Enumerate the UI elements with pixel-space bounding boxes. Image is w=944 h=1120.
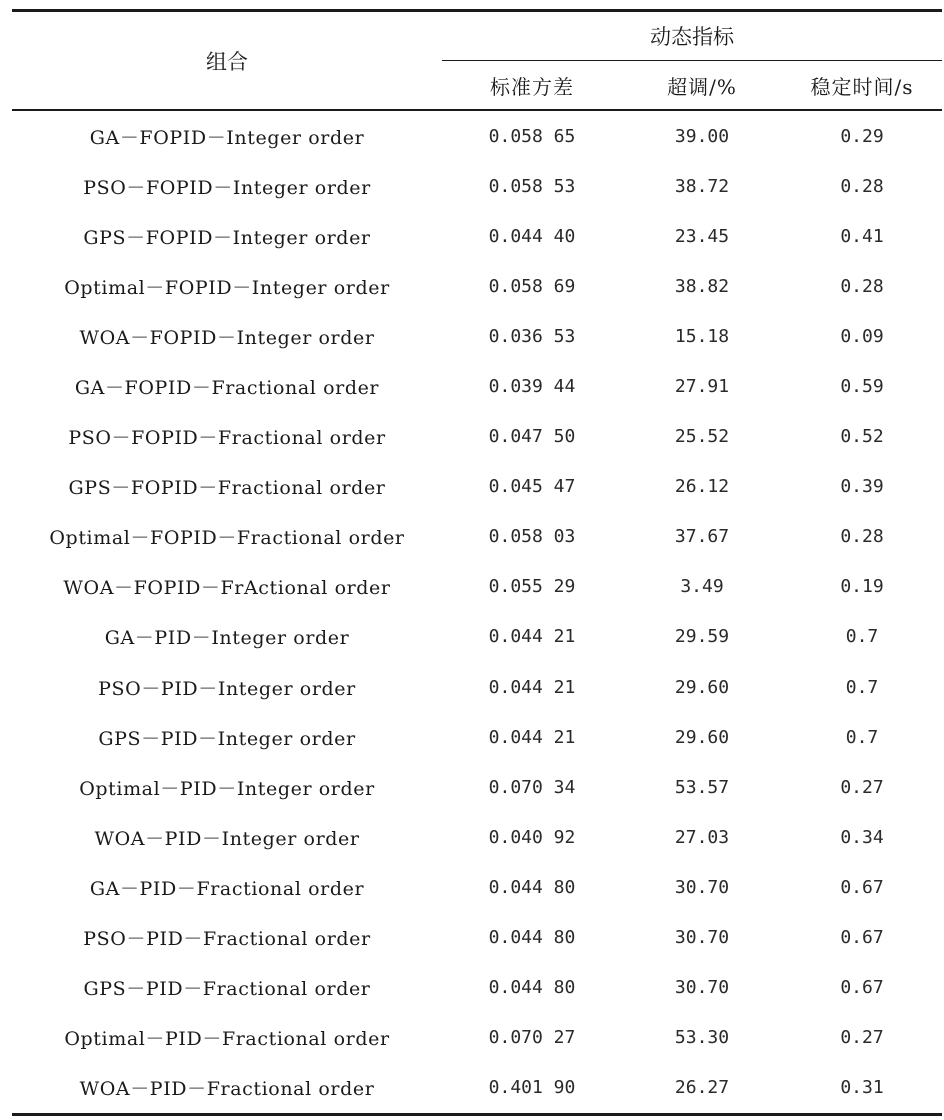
cell-std: 0.044 21 bbox=[488, 726, 576, 748]
cell-settling: 0.7 bbox=[845, 726, 879, 748]
table-row bbox=[12, 211, 942, 261]
cell-settling: 0.28 bbox=[840, 275, 884, 297]
cell-combo: Optimal－FOPID－Integer order bbox=[64, 276, 390, 299]
cell-combo: GPS－PID－Integer order bbox=[98, 727, 356, 750]
table-row bbox=[12, 963, 942, 1013]
cell-settling: 0.52 bbox=[840, 426, 884, 448]
results-table bbox=[12, 9, 942, 1116]
cell-combo: GA－FOPID－Integer order bbox=[89, 126, 365, 149]
cell-std: 0.045 47 bbox=[488, 476, 576, 498]
cell-overshoot: 27.91 bbox=[674, 376, 730, 398]
cell-std: 0.070 34 bbox=[488, 776, 576, 798]
cell-std: 0.047 50 bbox=[488, 426, 576, 448]
cell-std: 0.058 65 bbox=[488, 125, 576, 147]
cell-combo: GPS－FOPID－Fractional order bbox=[68, 477, 386, 500]
cell-settling: 0.34 bbox=[840, 826, 884, 848]
cell-overshoot: 25.52 bbox=[674, 426, 730, 448]
table-row bbox=[12, 612, 942, 662]
cell-settling: 0.67 bbox=[840, 977, 884, 999]
cell-std: 0.039 44 bbox=[488, 376, 576, 398]
table-row bbox=[12, 662, 942, 712]
header-overshoot: 超调/% bbox=[667, 74, 737, 99]
cell-settling: 0.19 bbox=[840, 576, 884, 598]
cell-overshoot: 30.70 bbox=[674, 876, 730, 898]
header-settling-time: 稳定时间/s bbox=[810, 74, 914, 99]
cell-settling: 0.7 bbox=[845, 676, 879, 698]
cell-overshoot: 26.12 bbox=[674, 476, 730, 498]
table-row bbox=[12, 512, 942, 562]
cell-combo: PSO－PID－Fractional order bbox=[83, 928, 371, 951]
table-header bbox=[12, 12, 942, 109]
cell-std: 0.044 21 bbox=[488, 676, 576, 698]
cell-std: 0.044 80 bbox=[488, 977, 576, 999]
cell-overshoot: 26.27 bbox=[674, 1077, 730, 1099]
cell-settling: 0.29 bbox=[840, 125, 884, 147]
cell-std: 0.036 53 bbox=[488, 325, 576, 347]
cell-overshoot: 38.72 bbox=[674, 175, 730, 197]
cell-combo: GA－PID－Integer order bbox=[104, 627, 350, 650]
cell-overshoot: 37.67 bbox=[674, 526, 730, 548]
cell-settling: 0.7 bbox=[845, 626, 879, 648]
cell-overshoot: 27.03 bbox=[674, 826, 730, 848]
cell-std: 0.044 80 bbox=[488, 927, 576, 949]
header-dynamic-indicators: 动态指标 bbox=[650, 24, 734, 49]
cell-settling: 0.39 bbox=[840, 476, 884, 498]
cell-overshoot: 29.60 bbox=[674, 676, 730, 698]
cell-std: 0.044 80 bbox=[488, 876, 576, 898]
table-body bbox=[12, 111, 942, 1113]
cell-overshoot: 3.49 bbox=[680, 576, 724, 598]
header-std: 标准方差 bbox=[490, 74, 574, 99]
table-row bbox=[12, 762, 942, 812]
cell-overshoot: 23.45 bbox=[674, 225, 730, 247]
cell-overshoot: 53.57 bbox=[674, 776, 730, 798]
bottom-rule bbox=[12, 1113, 942, 1116]
table-row bbox=[12, 462, 942, 512]
cell-combo: Optimal－PID－Fractional order bbox=[64, 1028, 390, 1051]
cell-std: 0.058 53 bbox=[488, 175, 576, 197]
cell-overshoot: 15.18 bbox=[674, 325, 730, 347]
cell-settling: 0.41 bbox=[840, 225, 884, 247]
cell-settling: 0.09 bbox=[840, 325, 884, 347]
cell-combo: Optimal－FOPID－Fractional order bbox=[49, 527, 405, 550]
table-row bbox=[12, 361, 942, 411]
header-group: 组合 bbox=[206, 49, 248, 74]
cell-std: 0.401 90 bbox=[488, 1077, 576, 1099]
cell-combo: PSO－FOPID－Fractional order bbox=[68, 427, 386, 450]
table-row bbox=[12, 812, 942, 862]
cell-combo: PSO－FOPID－Integer order bbox=[83, 176, 371, 199]
table-row bbox=[12, 913, 942, 963]
cell-settling: 0.67 bbox=[840, 927, 884, 949]
cell-std: 0.058 03 bbox=[488, 526, 576, 548]
cell-combo: GPS－PID－Fractional order bbox=[83, 978, 371, 1001]
table-row bbox=[12, 1063, 942, 1113]
cell-combo: GA－FOPID－Fractional order bbox=[74, 377, 380, 400]
cell-overshoot: 30.70 bbox=[674, 927, 730, 949]
cell-settling: 0.27 bbox=[840, 776, 884, 798]
cell-overshoot: 38.82 bbox=[674, 275, 730, 297]
cell-settling: 0.28 bbox=[840, 175, 884, 197]
cell-std: 0.044 21 bbox=[488, 626, 576, 648]
table-row bbox=[12, 1013, 942, 1063]
cell-settling: 0.67 bbox=[840, 876, 884, 898]
cell-overshoot: 30.70 bbox=[674, 977, 730, 999]
cell-std: 0.070 27 bbox=[488, 1027, 576, 1049]
cell-combo: WOA－FOPID－FrActional order bbox=[63, 577, 391, 600]
cell-overshoot: 29.60 bbox=[674, 726, 730, 748]
table-row bbox=[12, 412, 942, 462]
cell-overshoot: 53.30 bbox=[674, 1027, 730, 1049]
cell-combo: GPS－FOPID－Integer order bbox=[83, 226, 371, 249]
cell-overshoot: 29.59 bbox=[674, 626, 730, 648]
table-row bbox=[12, 712, 942, 762]
table-row bbox=[12, 862, 942, 912]
table-row bbox=[12, 261, 942, 311]
cell-settling: 0.59 bbox=[840, 376, 884, 398]
cell-combo: WOA－FOPID－Integer order bbox=[79, 326, 375, 349]
cell-settling: 0.31 bbox=[840, 1077, 884, 1099]
cell-settling: 0.27 bbox=[840, 1027, 884, 1049]
cell-combo: Optimal－PID－Integer order bbox=[79, 777, 375, 800]
cell-combo: GA－PID－Fractional order bbox=[89, 877, 365, 900]
table-row bbox=[12, 311, 942, 361]
cell-std: 0.044 40 bbox=[488, 225, 576, 247]
cell-settling: 0.28 bbox=[840, 526, 884, 548]
cell-std: 0.058 69 bbox=[488, 275, 576, 297]
cell-std: 0.040 92 bbox=[488, 826, 576, 848]
table-row bbox=[12, 111, 942, 161]
cell-overshoot: 39.00 bbox=[674, 125, 730, 147]
cell-std: 0.055 29 bbox=[488, 576, 576, 598]
table-row bbox=[12, 161, 942, 211]
cell-combo: WOA－PID－Fractional order bbox=[79, 1078, 375, 1101]
cell-combo: WOA－PID－Integer order bbox=[94, 827, 360, 850]
cell-combo: PSO－PID－Integer order bbox=[98, 677, 356, 700]
table-row bbox=[12, 562, 942, 612]
